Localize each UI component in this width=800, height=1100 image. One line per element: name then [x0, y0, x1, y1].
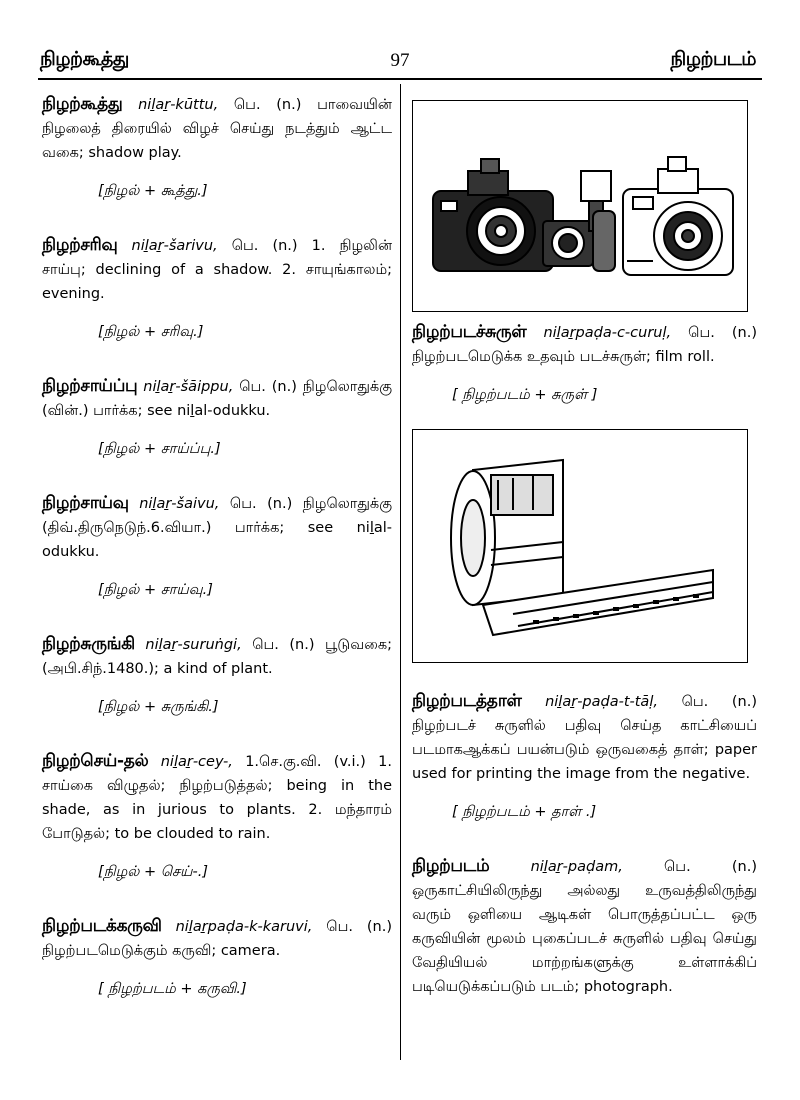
entry-transliteration: niḻaṟ-šaivu,: [139, 496, 220, 512]
entry-transliteration: niḻaṟ-šāippu,: [143, 379, 234, 395]
entry-nizharpadachchurul: [412, 320, 757, 407]
entry-headword: நிழற்படக்கருவி: [42, 916, 162, 936]
right-column: [412, 100, 757, 999]
page-header: [0, 0, 800, 80]
entry-headword: நிழற்சாய்ப்பு: [42, 376, 138, 396]
camera-icon: [543, 171, 615, 271]
film-roll-illustration: [412, 429, 748, 663]
entry-headword: நிழற்சுருங்கி: [42, 634, 135, 654]
entry-etymology: [நிழல் + கூத்து.]: [98, 183, 208, 199]
entry-nizharpadam: [412, 854, 757, 999]
entry-etymology: [ நிழற்படம் + தாள் .]: [452, 804, 597, 820]
camera-illustration: [412, 100, 748, 312]
entry-etymology: [நிழல் + செய்-.]: [98, 864, 208, 880]
entry-transliteration: niḻaṟpaḍa-k-karuvi,: [175, 919, 313, 935]
entry-headword: நிழற்படத்தாள்: [412, 691, 522, 711]
left-running-headword: நிழற்கூத்து: [40, 48, 129, 70]
entry-definition: பெ. (n.) நிழற்படச் சுருளில் பதிவு செய்த காட்சியைப் படமாகஆக்கப் பயன்படும் ஒருவகைத் தாள்; paper used for printing the image from the negative.: [412, 694, 757, 782]
entry-etymology: [ நிழற்படம் + கருவி.]: [98, 981, 247, 997]
entry-transliteration: niḻaṟ-paḍam,: [530, 859, 623, 875]
entry-nizharsaivu: [42, 491, 392, 602]
entry-transliteration: niḻaṟ-cey-,: [160, 754, 233, 770]
entry-definition: பெ. (n.) நிழற்படமெடுக்கும் கருவி; camera.: [42, 919, 392, 959]
entry-nizharsaippu: [42, 374, 392, 461]
entry-etymology: [நிழல் + சாய்வு.]: [98, 582, 213, 598]
entry-transliteration: niḻaṟ-kūttu,: [138, 97, 219, 113]
entry-definition: பெ. (n.) நிழற்படமெடுக்க உதவும் படச்சுருள்; film roll.: [412, 325, 757, 365]
entry-transliteration: niḻaṟ-paḍa-t-tāḷ,: [545, 694, 658, 710]
entry-nizharsarivu: [42, 233, 392, 344]
entry-nizharpadakkaruvi: [42, 914, 392, 1001]
entry-nizharsurungi: [42, 632, 392, 719]
page-number: 97: [390, 50, 410, 71]
entry-nizharpadaththal: [412, 689, 757, 824]
entry-definition: பெ. (n.) ஒருகாட்சியிலிருந்து அல்லது உருவத்திலிருந்து வரும் ஒளியை ஆடிகள் பொருத்தப்பட்ட ஒரு கருவியின் மூலம் புகைப்படச் சுருளில் பதிவு செய்து வேதியியல் மாற்றங்களுக்கு உள்ளாக்கிப் படியெடுக்கப்படும் படம்; photograph.: [412, 859, 757, 995]
left-column: [42, 92, 392, 1001]
entry-definition: பெ. (n.) பூடுவகை; (அபி.சிந்.1480.); a kind of plant.: [42, 637, 392, 677]
entry-definition: 1.செ.கு.வி. (v.i.) 1. சாய்கை விழுதல்; நிழற்படுத்தல்; being in the shade, as in jurious to plants. 2. மந்தாரம் போடுதல்; to be clouded to rain.: [42, 754, 393, 842]
entry-headword: நிழற்சரிவு: [42, 235, 118, 255]
entry-definition: பெ. (n.) நிழலொதுக்கு (வின்.) பார்க்க; see niḻal-odukku.: [42, 379, 392, 419]
entry-transliteration: niḻaṟpaḍa-c-curuḷ,: [543, 325, 672, 341]
film-roll-icon: [451, 460, 713, 635]
entry-headword: நிழற்படம்: [412, 856, 490, 876]
cameras-drawing: [413, 101, 747, 311]
entry-transliteration: niḻaṟ-šarivu,: [131, 238, 218, 254]
entry-etymology: [நிழல் + சாய்ப்பு.]: [98, 441, 221, 457]
camera-icon: [623, 157, 733, 275]
right-running-headword: நிழற்படம்: [670, 48, 756, 70]
entry-etymology: [நிழல் + சுருங்கி.]: [98, 699, 219, 715]
entry-etymology: [நிழல் + சரிவு.]: [98, 324, 204, 340]
entry-definition: பெ. (n.) நிழலொதுக்கு (திவ்.திருநெடுந்.6.வியா.) பார்க்க; see niḻal-odukku.: [42, 496, 392, 560]
entry-headword: நிழற்சாய்வு: [42, 493, 129, 513]
entry-headword: நிழற்படச்சுருள்: [412, 322, 527, 342]
entry-headword: நிழற்செய்-தல்: [42, 751, 149, 771]
entry-nizharseythal: [42, 749, 392, 884]
entry-etymology: [ நிழற்படம் + சுருள் ]: [452, 387, 598, 403]
entry-headword: நிழற்கூத்து: [42, 94, 123, 114]
entry-definition: பெ. (n.) பாவையின் நிழலைத் திரையில் விழச் செய்து நடத்தும் ஆட்ட வகை; shadow play.: [42, 97, 392, 161]
column-divider: [400, 84, 401, 1060]
entry-definition: பெ. (n.) 1. நிழலின் சாய்பு; declining of a shadow. 2. சாயுங்காலம்; evening.: [42, 238, 393, 302]
camera-icon: [433, 159, 553, 271]
entry-nizharkoothu: [42, 92, 392, 203]
header-rule: [38, 78, 762, 80]
film-roll-drawing: [413, 430, 747, 662]
entry-transliteration: niḻaṟ-suruṅgi,: [145, 637, 242, 653]
